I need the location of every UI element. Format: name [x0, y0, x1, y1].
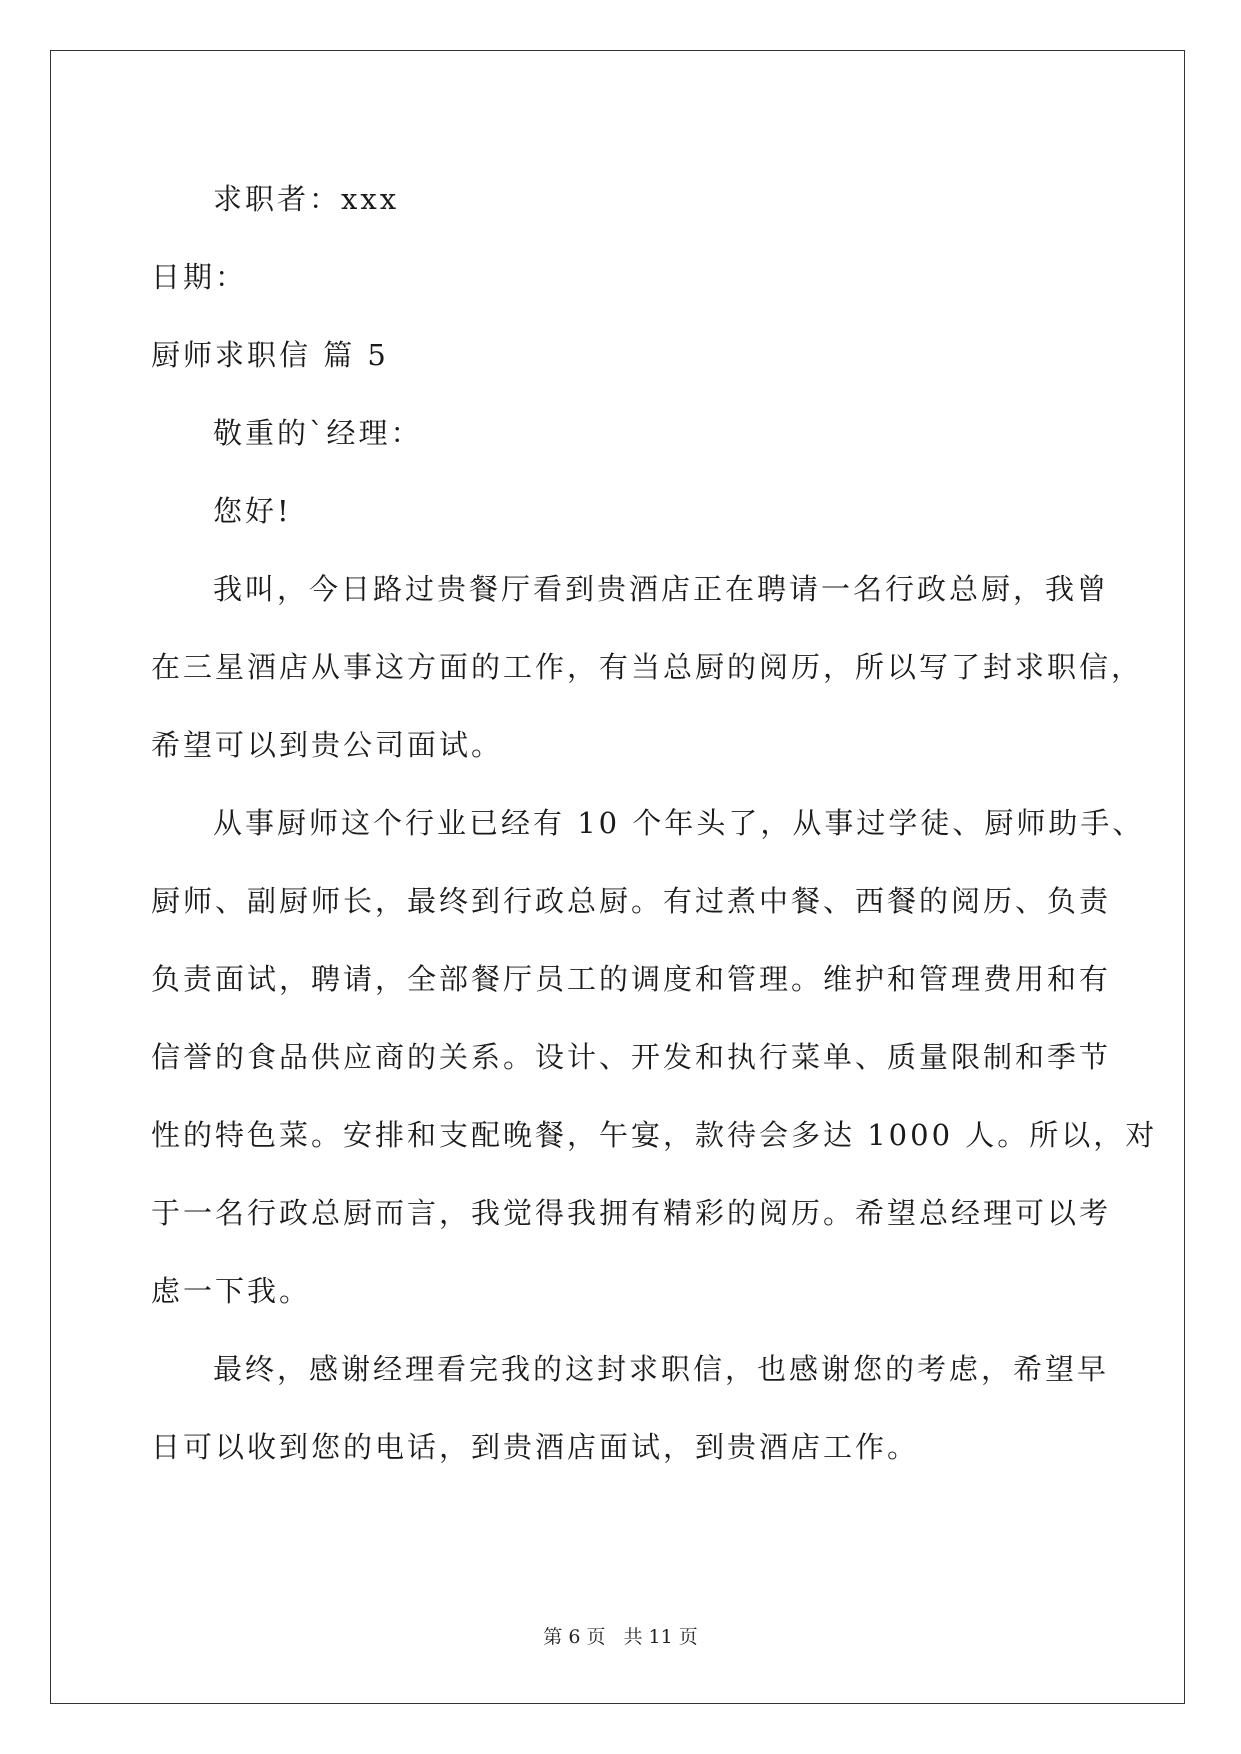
text-line: 最终，感谢经理看完我的这封求职信，也感谢您的考虑，希望早 [213, 1352, 1110, 1386]
text-line: 于一名行政总厨而言，我觉得我拥有精彩的阅历。希望总经理可以考 [151, 1196, 1112, 1230]
page-footer [0, 1622, 1241, 1649]
text-line: 从事厨师这个行业已经有 10 个年头了，从事过学徒、厨师助手、 [213, 806, 1145, 840]
page-total: 共 11 页 [623, 1626, 698, 1648]
text-line: 我叫，今日路过贵餐厅看到贵酒店正在聘请一名行政总厨，我曾 [213, 572, 1110, 606]
text-line: 求职者：xxx [213, 182, 400, 216]
page-number: 第 6 页 [543, 1626, 606, 1648]
text-line: 信誉的食品供应商的关系。设计、开发和执行菜单、质量限制和季节 [151, 1040, 1112, 1074]
text-line: 日可以收到您的电话，到贵酒店面试，到贵酒店工作。 [151, 1430, 920, 1464]
salutation: 敬重的`经理： [213, 416, 423, 450]
text-line: 负责面试，聘请，全部餐厅员工的调度和管理。维护和管理费用和有 [151, 962, 1112, 996]
greeting: 您好! [213, 494, 292, 528]
text-line: 厨师、副厨师长，最终到行政总厨。有过煮中餐、西餐的阅历、负责 [151, 884, 1112, 918]
letter-body [151, 160, 1158, 1486]
text-line: 希望可以到贵公司面试。 [151, 728, 504, 762]
text-line: 虑一下我。 [151, 1274, 312, 1308]
text-line: 日期： [151, 260, 248, 294]
text-line: 在三星酒店从事这方面的工作，有当总厨的阅历，所以写了封求职信， [151, 650, 1144, 684]
text-line: 性的特色菜。安排和支配晚餐，午宴，款待会多达 1000 人。所以，对 [151, 1118, 1158, 1152]
section-heading: 厨师求职信 篇 5 [151, 338, 389, 372]
